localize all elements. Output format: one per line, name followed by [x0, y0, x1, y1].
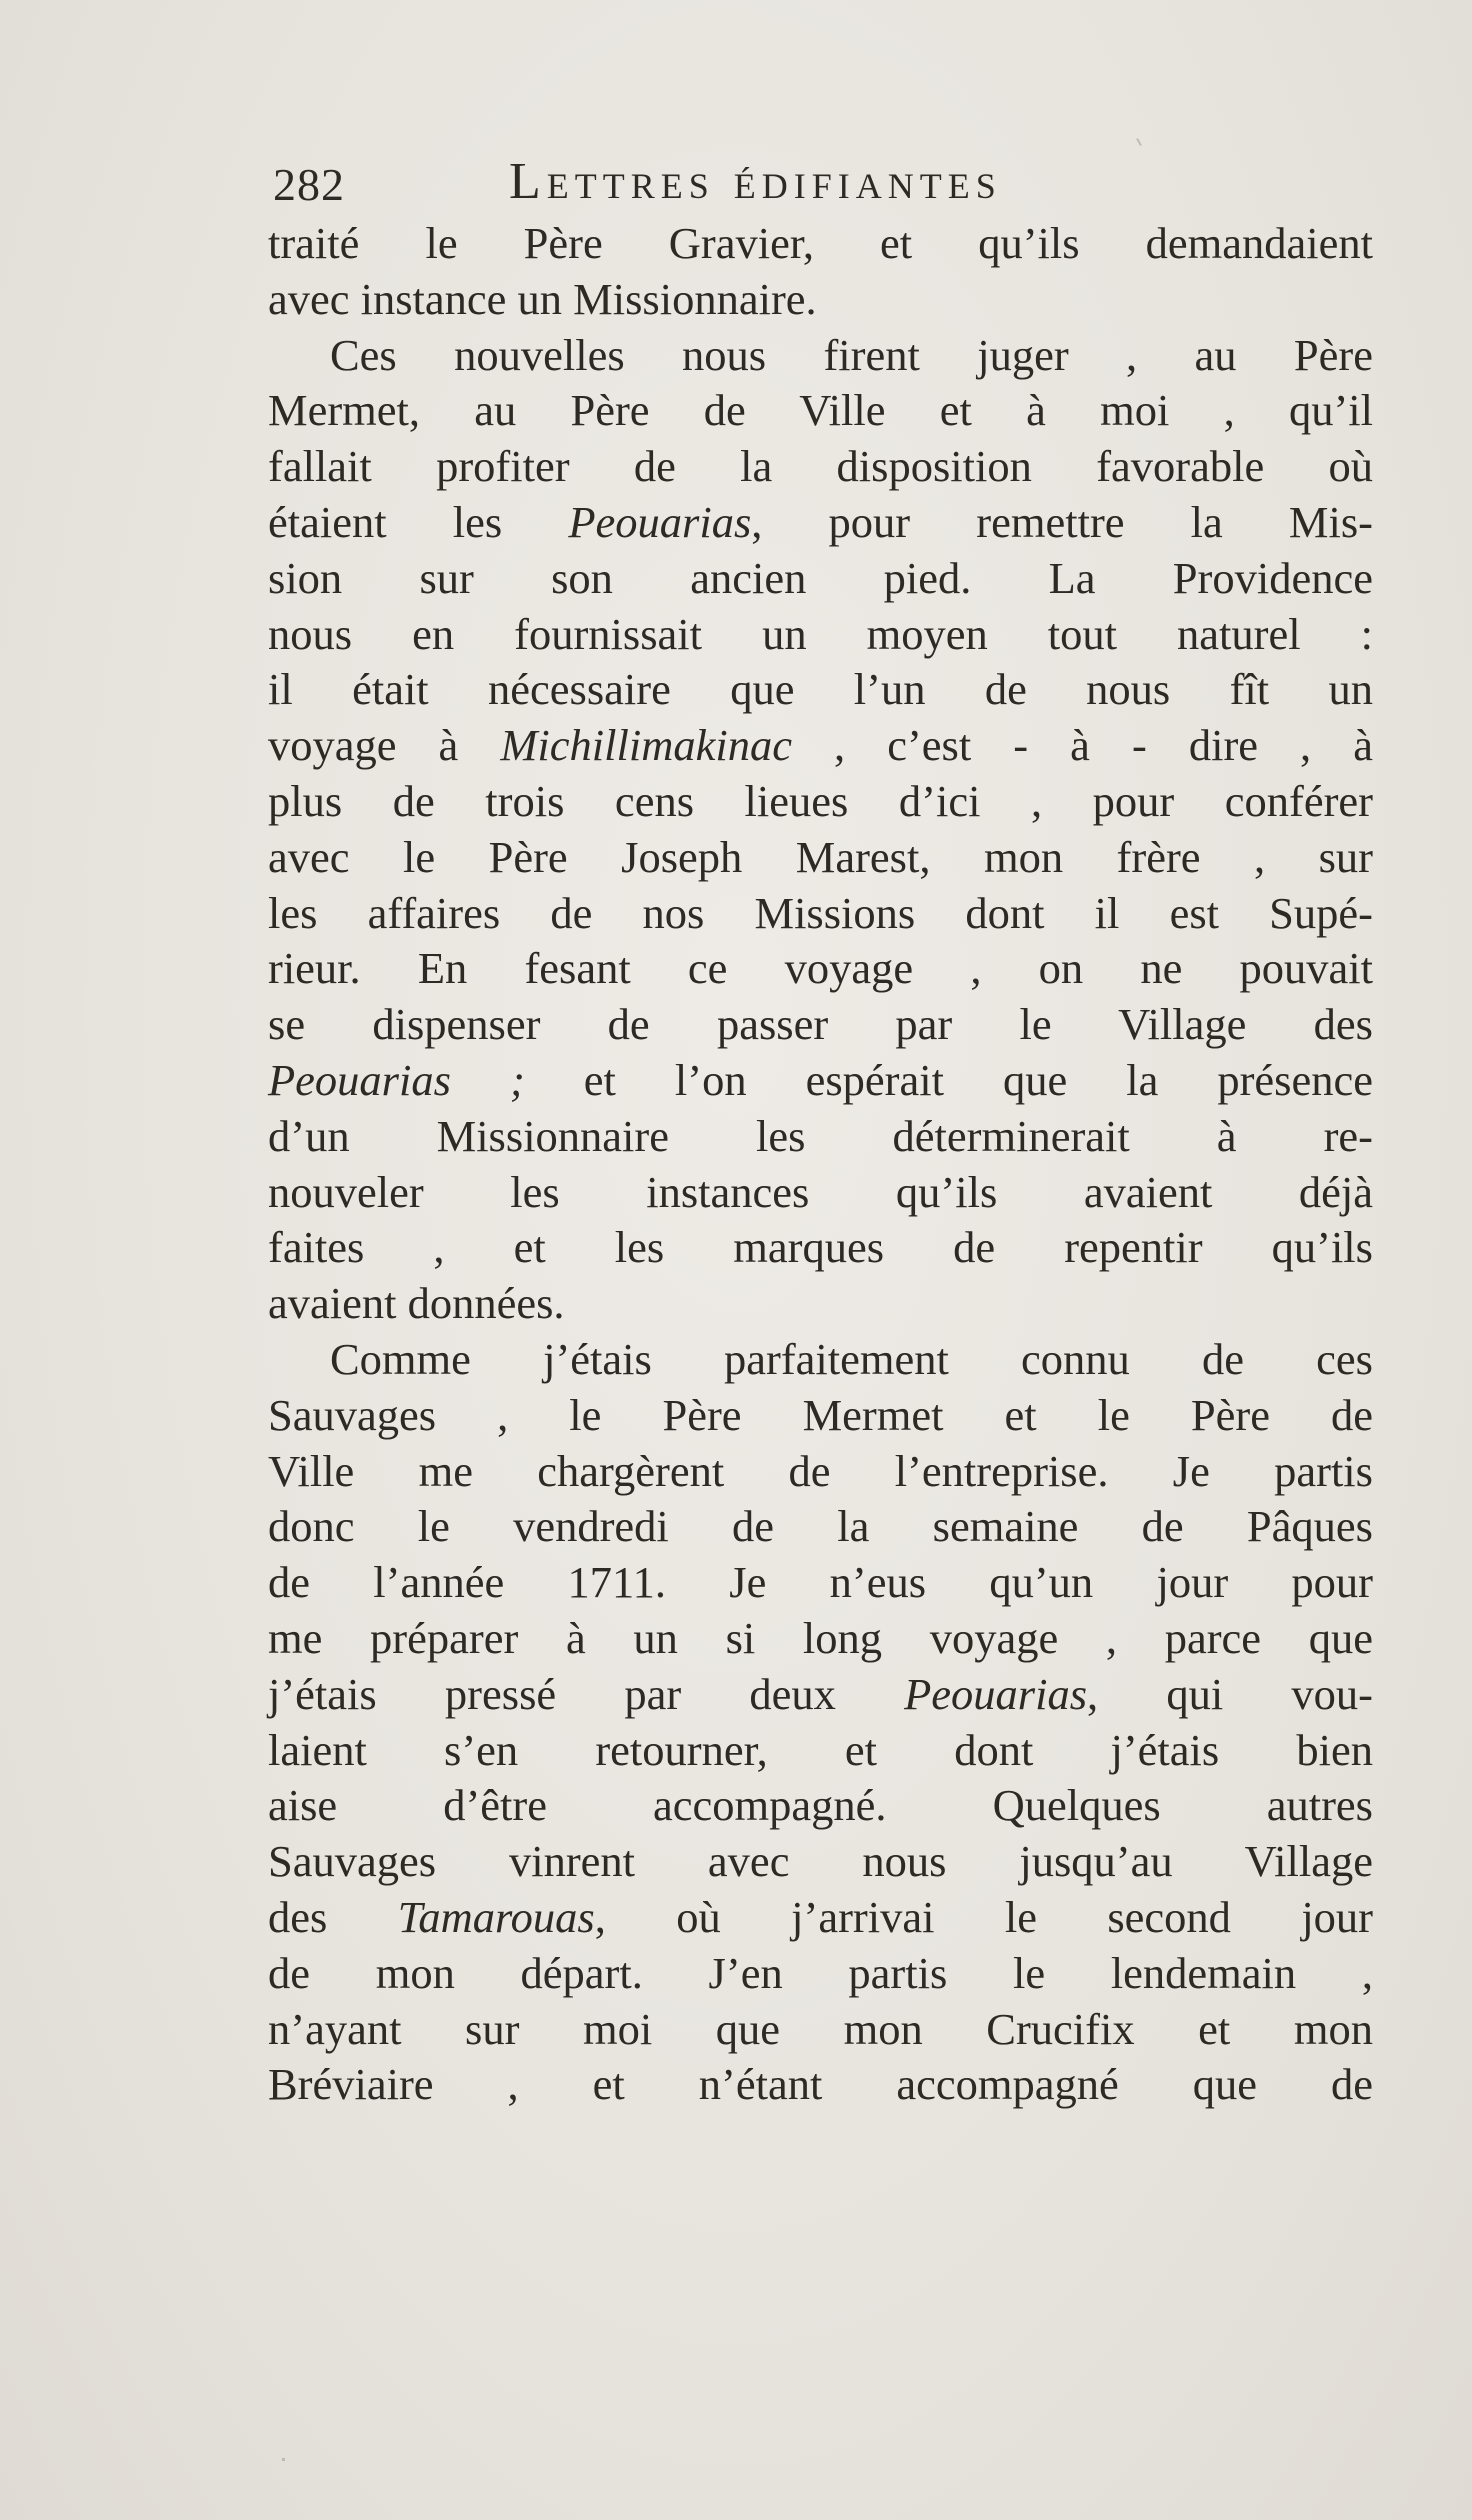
text-segment: de mon départ. J’en partis le lendemain , [268, 1947, 1373, 1998]
text-line [268, 830, 1373, 886]
running-title: Lettres édifiantes [509, 153, 1002, 210]
text-line [268, 383, 1373, 439]
text-segment: se dispenser de passer par le Village des [268, 999, 1373, 1050]
text-segment: d’un Missionnaire les déterminerait à re- [268, 1110, 1373, 1161]
text-line [268, 551, 1373, 607]
text-line [268, 1276, 1373, 1332]
text-segment: nouveler les instances qu’ils avaient déjà [268, 1166, 1373, 1217]
text-line [268, 1220, 1373, 1276]
text-line [268, 662, 1373, 718]
text-line [268, 1667, 1373, 1723]
paper-speck [282, 2458, 285, 2461]
text-segment: Bréviaire , et n’étant accompagné que de [268, 2059, 1373, 2110]
text-line [268, 997, 1373, 1053]
text-line [268, 1109, 1373, 1165]
text-segment: avaient données. [268, 1278, 565, 1329]
text-segment: Sauvages vinrent avec nous jusqu’au Village [268, 1836, 1373, 1887]
italic-text: Peouarias [568, 496, 752, 547]
text-segment: , pour remettre la Mis- [751, 496, 1374, 547]
text-segment: sion sur son ancien pied. La Providence [268, 552, 1373, 603]
text-line [268, 1332, 1373, 1388]
text-line [268, 1165, 1373, 1221]
italic-text: Michillimakinac [500, 720, 792, 771]
text-line [268, 1834, 1373, 1890]
text-segment: faites , et les marques de repentir qu’ils [268, 1222, 1373, 1273]
text-line [268, 439, 1373, 495]
text-line [268, 1946, 1373, 2002]
text-segment: laient s’en retourner, et dont j’étais bien [268, 1724, 1373, 1775]
text-segment: plus de trois cens lieues d’ici , pour conférer [268, 775, 1373, 826]
text-segment: me préparer à un si long voyage , parce que [268, 1612, 1373, 1663]
text-segment: de l’année 1711. Je n’eus qu’un jour pour [268, 1557, 1373, 1608]
text-segment: et l’on espérait que la présence [524, 1054, 1373, 1105]
body-text [268, 216, 1373, 2113]
text-segment: il était nécessaire que l’un de nous fît un [268, 664, 1373, 715]
paper-speck [1136, 138, 1142, 146]
text-segment: avec le Père Joseph Marest, mon frère , sur [268, 831, 1373, 882]
text-segment: Comme j’étais parfaitement connu de ces [330, 1333, 1373, 1384]
text-line [268, 774, 1373, 830]
text-line [268, 2002, 1373, 2058]
text-line [268, 495, 1373, 551]
text-segment: Ville me chargèrent de l’entreprise. Je partis [268, 1445, 1373, 1496]
text-line [268, 607, 1373, 663]
text-line [268, 1053, 1373, 1109]
text-line [268, 1778, 1373, 1834]
text-line [268, 1723, 1373, 1779]
text-segment: rieur. En fesant ce voyage , on ne pouvait [268, 943, 1373, 994]
text-segment: avec instance un Missionnaire. [268, 273, 817, 324]
text-line [268, 2057, 1373, 2113]
text-segment: Ces nouvelles nous firent juger , au Père [330, 329, 1373, 380]
text-segment: traité le Père Gravier, et qu’ils demandaient [268, 218, 1373, 268]
text-line [268, 718, 1373, 774]
text-line [268, 216, 1373, 272]
text-segment: Sauvages , le Père Mermet et le Père de [268, 1389, 1373, 1440]
text-segment: les affaires de nos Missions dont il est Supé- [268, 887, 1373, 938]
text-segment: voyage à [268, 720, 501, 771]
text-line [268, 1499, 1373, 1555]
page-header [273, 153, 1273, 218]
text-segment: , où j’arrivai le second jour [594, 1891, 1373, 1942]
text-segment: des [268, 1891, 398, 1942]
text-line [268, 1444, 1373, 1500]
text-segment: j’étais pressé par deux [268, 1668, 905, 1719]
italic-text: Peouarias ; [268, 1054, 525, 1105]
text-segment: étaient les [268, 496, 569, 547]
text-segment: fallait profiter de la disposition favorable où [268, 441, 1373, 492]
text-segment: , qui vou- [1087, 1668, 1374, 1719]
text-line [268, 328, 1373, 384]
page-number: 282 [273, 159, 345, 210]
text-segment: nous en fournissait un moyen tout naturel : [268, 608, 1373, 659]
text-segment: donc le vendredi de la semaine de Pâques [268, 1501, 1373, 1552]
text-line [268, 1388, 1373, 1444]
italic-text: Tamarouas [397, 1891, 595, 1942]
text-line [268, 1611, 1373, 1667]
text-line [268, 941, 1373, 997]
text-segment: aise d’être accompagné. Quelques autres [268, 1780, 1373, 1831]
text-segment: , c’est - à - dire , à [792, 720, 1373, 771]
text-line [268, 1555, 1373, 1611]
text-segment: Mermet, au Père de Ville et à moi , qu’il [268, 385, 1373, 436]
text-line [268, 272, 1373, 328]
text-line [268, 1890, 1373, 1946]
text-line [268, 886, 1373, 942]
text-segment: n’ayant sur moi que mon Crucifix et mon [268, 2003, 1373, 2054]
italic-text: Peouarias [904, 1668, 1088, 1719]
